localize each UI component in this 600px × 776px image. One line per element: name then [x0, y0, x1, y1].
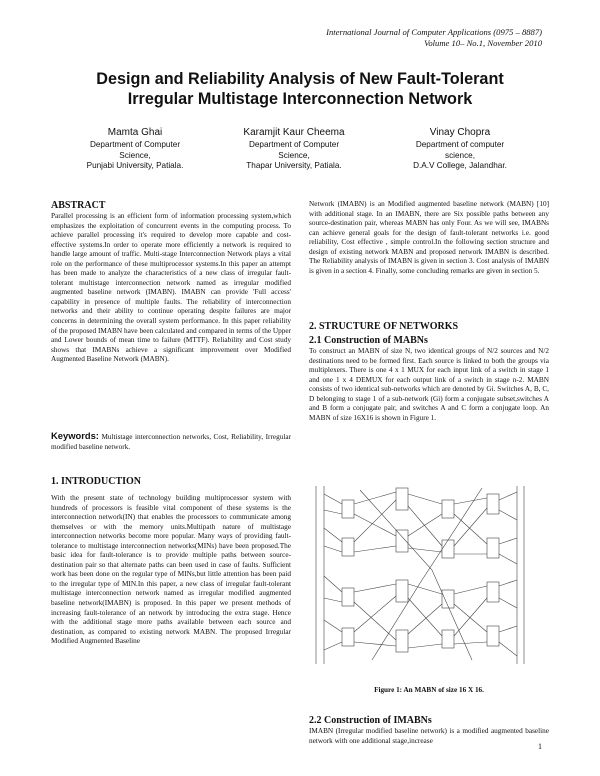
- imabn-subheading: 2.2 Construction of IMABNs: [309, 715, 432, 726]
- author-1-affil: Punjabi University, Patiala.: [86, 161, 184, 170]
- imabn-section: [309, 715, 549, 746]
- mabn-figure: [312, 480, 532, 670]
- mabn-subheading: 2.1 Construction of MABNs: [309, 335, 428, 346]
- figure-caption: Figure 1: An MABN of size 16 X 16.: [374, 686, 484, 694]
- author-1-dept2: Science,: [119, 150, 151, 160]
- author-3-dept: Department of computer: [415, 140, 505, 149]
- abstract-heading: ABSTRACT: [51, 200, 106, 211]
- title-line-2: Irregular Multistage Interconnection Network: [127, 90, 473, 108]
- page-number: 1: [538, 742, 542, 751]
- author-1-dept: Department of Computer: [89, 140, 181, 149]
- author-3-dept2: science,: [444, 150, 476, 160]
- structure-heading: 2. STRUCTURE OF NETWORKS: [309, 321, 459, 332]
- keywords-label: Keywords:: [51, 430, 99, 441]
- title-line-1: Design and Reliability Analysis of New Fault-Tolerant: [96, 70, 504, 88]
- journal-line-2: Volume 10– No.1, November 2010: [424, 38, 542, 48]
- author-1: [70, 126, 200, 172]
- introduction-heading: 1. INTRODUCTION: [51, 476, 142, 487]
- mabn-text: To construct an MABN of size N, two identical groups of N/2 sources and N/2 destinations need to be formed first. Each source is linked to both the groups via multiplexers. There is one 4 x 1 MUX for each input link of a switch in stage 1 and one 1 x 4 DEMUX for each output link of a switch in stage n-2. MABN consists of two identical sub-networks which are denoted by Gi. Switches A, B, C, D belonging to stage 1 of a sub-network (Gi) form a conjugate subset,switches A and B form a conjugate pair, and switches A and C form a conjugate loop. An MABN of size 16X16 is shown in Figure 1.: [309, 347, 549, 422]
- keywords-text: Multistage interconnection networks, Cost, Reliability, Irregular modified baseline network.: [51, 433, 291, 451]
- author-3-affil: D.A.V College, Jalandhar.: [413, 161, 507, 170]
- intro-continuation: [309, 200, 549, 276]
- author-2-affil: Thapar University, Patiala.: [246, 161, 342, 170]
- journal-line-1: International Journal of Computer Applications (0975 – 8887): [326, 27, 542, 37]
- abstract-text: Parallel processing is an efficient form of information processing system,which emphasizes the exploitation of concurrent events in the computing process. To achieve parallel processing it's required to develop more capable and cost-effective systems.In order to operate more efficiently a network is required to handle large amount of traffic. Multi-stage Interconnection Network plays a vital role on the performance of these multiprocessor systems.In this paper an attempt has been made to analyze the characteristics of a new class of irregular fault-tolerant multistage interconnection network named as irregular modified augmented baseline network (IMABN). IMABN can provide 'Full access' capability in presence of multiple faults. The reliability of interconnection networks and their ability to continue operating despite failures are major concerns in determining the overall system performance. In this paper reliability of the proposed IMABN have been calculated and compared in terms of the Upper and Lower bounds of mean time to failure (MTTF). Reliability and Cost study shows that IMABNs achieve a significant improvement over Modified Augmented Baseline Network (MABN).: [51, 212, 291, 364]
- author-3-name: Vinay Chopra: [429, 127, 491, 138]
- author-2: [226, 126, 362, 172]
- author-2-dept2: Science,: [278, 150, 310, 160]
- author-1-name: Mamta Ghai: [107, 127, 163, 138]
- introduction-text: With the present state of technology building multiprocessor system with hundreds of processors is feasible vital component of these systems is the interconnection network(IN) that enables the processors to communicate among themselves or with the memory units.Multipath nature of multistage interconnection networks become more popular. Many ways of providing fault-tolerance to multistage interconnection networks(MINs) have been proposed.The basic idea for fault-tolerance is to provide multiple paths between source-destination pair so that alternate paths can been used in case of faults. Sufficient work has been done on the regular type of MINs,but little attention has been paid to the irregular type of MIN.In this paper, a new class of irregular fault-tolerant multistage interconnection network named as irregular modified augmented baseline network(IMABN) is proposed. In this paper we present methods of increasing fault-tolerance of an network by introducing the extra stage. Hence with the additional stage more paths available between each source and destination, as compared to existing network MABN. The proposed Irregular Modified Augmented Baseline: [51, 494, 291, 646]
- abstract-section: [51, 200, 291, 365]
- journal-header: [326, 27, 542, 49]
- intro-continuation-text: Network (IMABN) is an Modified augmented baseline network (MABN) [10] with additional stage. In an IMABN, there are Six possible paths between any source-destination pair, whereas MABN has only Four. As we will see, IMABNs can achieve general goals for the design of fault-tolerant networks i.e. good reliability, Cost effective , simple control.In the following section structure and design of existing network MABN and proposed network IMABN is described. The Reliability analysis of IMABN is given in section 3. Cost analysis of IMABN is given in a section 4. Finally, some concluding remarks are given in section 5.: [309, 200, 549, 275]
- paper-title: [40, 69, 560, 109]
- author-2-name: Karamjit Kaur Cheema: [243, 127, 345, 138]
- structure-section: [309, 321, 549, 423]
- author-2-dept: Department of Computer: [248, 140, 340, 149]
- keywords-section: [51, 431, 291, 452]
- author-3: [392, 126, 528, 172]
- imabn-text: IMABN (Irregular modified baseline network) is a modified augmented baseline network with one additional stage,increase: [309, 727, 549, 745]
- introduction-section: [51, 476, 291, 647]
